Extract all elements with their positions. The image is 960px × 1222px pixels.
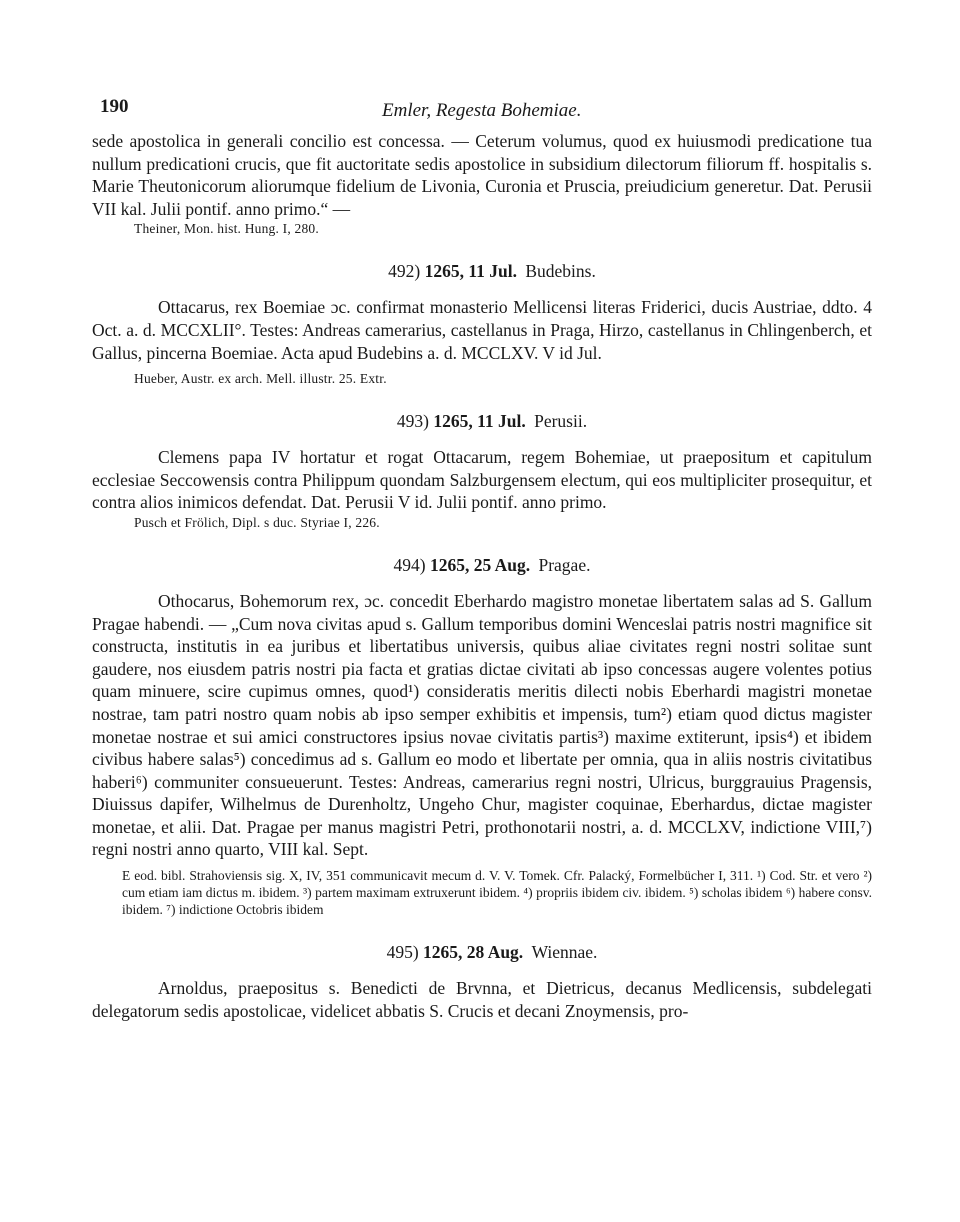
entry-heading-492 (92, 261, 872, 282)
document-page (92, 96, 872, 1022)
page-number: 190 (100, 96, 129, 117)
running-title: Emler, Regesta Bohemiae. (382, 100, 582, 121)
entry-date: 1265, 11 Jul. (433, 411, 526, 432)
entry-date: 1265, 28 Aug. (423, 942, 524, 963)
entry-place: Perusii. (534, 411, 588, 432)
entry-text-495: Arnoldus, praepositus s. Benedicti de Brvnna, et Dietricus, decanus Medlicensis, subdelegati delegatorum sedis apostolicae, videlicet abbatis S. Crucis et decani Znoymensis, pro- (92, 978, 872, 1021)
page-header (92, 96, 872, 130)
entry-heading-495 (92, 942, 872, 963)
entry-number: 495) (386, 942, 419, 963)
entry-text-493: Clemens papa IV hortatur et rogat Ottacarum, regem Bohemiae, ut praepositum et capitulum ecclesiae Seccowensis contra Philippum quondam Salzburgensem electum, qui eos multipliciter prosequitur, et contra alios inimicos defendat. Dat. Perusii V id. Julii pontif. anno primo. (92, 447, 872, 513)
entry-text-494: Othocarus, Bohemorum rex, ɔc. concedit Eberhardo magistro monetae libertatem salas ad S. Gallum Pragae habendi. — „Cum nova civitas apud s. Gallum temporibus domini Wenceslai patris nostri magnifice sit constructa, institutis in ea juribus et libertatibus universis, quibus aliae civitates regni nostri solitae sunt gaudere, nos eiusdem patris nostri pia facta et gratias dictae civitati ab ipso concessas augere volentes potius quam minuere, scire cupimus omnes, quod¹) consideratis meritis dilecti nobis Eberhardi magistri monetae nostrae, tam patri nostro quam nobis ab ipso semper exhibitis et impensis, tum²) etiam quod dictus magister monetae nostrae et sui amici constructores ipsius novae civitatis partis³) maxime extiterunt, ipsis⁴) et ibidem civibus habere salas⁵) concedimus ad s. Gallum eo modo et libertate per omnia, qua in aliis nostris civitatibus haberi⁶) communiter consueuerunt. Testes: Andreas, camerarius regni nostri, Ulricus, burggrauius Pragensis, Diuissus dapifer, Wilhelmus de Durenholtz, Ungeho Chur, magister coquinae, Eberhardus, dictae magister monetae, et alii. Dat. Pragae per manus magistri Petri, prothonotarii nostri, a. d. MCCLXV, indictione VIII,⁷) regni nostri anno quarto, VIII kal. Sept. (92, 590, 872, 860)
entry-number: 492) (388, 261, 421, 282)
entry-heading-494 (92, 555, 872, 576)
entry-source-492: Hueber, Austr. ex arch. Mell. illustr. 25. Extr. (134, 371, 387, 387)
entry-heading-493 (92, 411, 872, 432)
entry-date: 1265, 11 Jul. (424, 261, 517, 282)
entry-number: 493) (396, 411, 429, 432)
entry-place: Pragae. (538, 554, 591, 575)
entry-notes-494: E eod. bibl. Strahoviensis sig. X, IV, 351 communicavit mecum d. V. V. Tomek. Cfr. Palacký, Formelbücher I, 311. ¹) Cod. Str. et vero ²) cum etiam iam dictus m. ibidem. ³) partem maximam extruxerunt ibidem. ⁴) propriis ibidem civ. ibidem. ⁵) scholas ibidem ⁶) habere consv. ibidem. ⁷) indictione Octobris ibidem (122, 868, 872, 918)
continuation-source: Theiner, Mon. hist. Hung. I, 280. (134, 221, 319, 237)
entry-place: Budebins. (525, 261, 596, 282)
entry-text-492: Ottacarus, rex Boemiae ɔc. confirmat monasterio Mellicensi literas Friderici, ducis Austriae, ddto. 4 Oct. a. d. MCCXLII°. Testes: Andreas camerarius, castellanus in Praga, Hirzo, castellanus in Chlingenberch, et Gallus, pincerna Boemiae. Acta apud Budebins a. d. MCCLXV. V id Jul. (92, 297, 872, 363)
entry-source-493: Pusch et Frölich, Dipl. s duc. Styriae I, 226. (134, 514, 380, 530)
entry-place: Wiennae. (531, 942, 598, 963)
continuation-text: sede apostolica in generali concilio est concessa. — Ceterum volumus, quod ex huiusmodi predicatione tua nullum predicationi crucis, que fit auctoritate sedis apostolice in subsidium dilectorum filiorum ff. hospitalis s. Marie Theutonicorum aliorumque fidelium de Livonia, Curonia et Pruscia, preiudicium generetur. Dat. Perusii VII kal. Julii pontif. anno primo.“ — (92, 131, 872, 219)
entry-date: 1265, 25 Aug. (429, 554, 531, 575)
entry-number: 494) (393, 554, 426, 575)
